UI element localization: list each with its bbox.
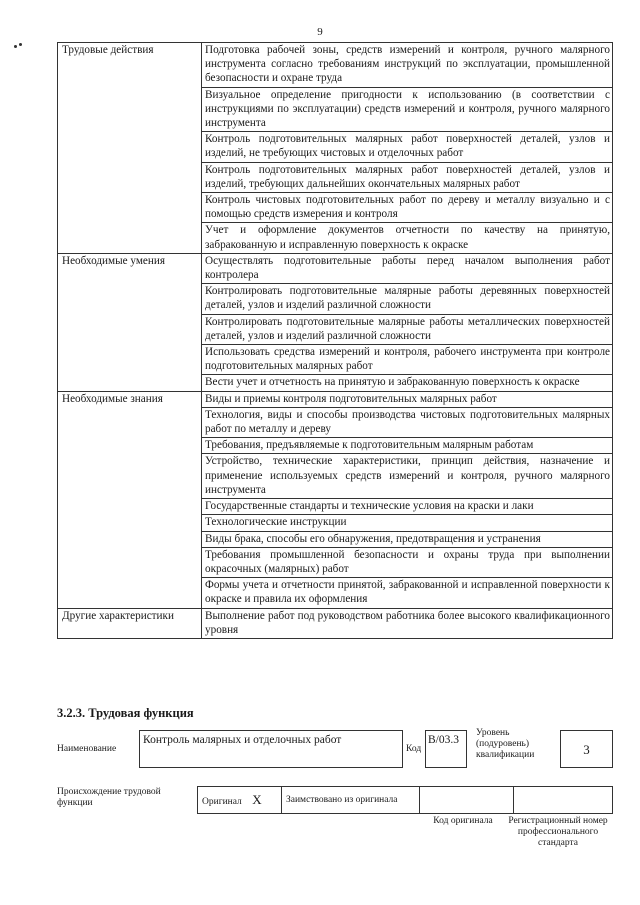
item-cell: Вести учет и отчетность на принятую и забракованную поверхность к окраске	[202, 375, 613, 391]
code-label: Код	[406, 744, 422, 754]
original-mark: X	[252, 792, 262, 807]
item-cell: Контроль чистовых подготовительных работ по дереву и металлу визуально и с помощью средств измерения и контроля	[202, 193, 613, 223]
item-cell: Требования, предъявляемые к подготовительным малярным работам	[202, 438, 613, 454]
item-cell: Виды и приемы контроля подготовительных малярных работ	[202, 391, 613, 407]
item-cell: Формы учета и отчетности принятой, забракованной и исправленной поверхности к окраске и правила их оформления	[202, 578, 613, 608]
category-cell: Другие характеристики	[58, 608, 202, 638]
function-name-field: Контроль малярных и отделочных работ	[139, 730, 403, 768]
item-cell: Контроль подготовительных малярных работ поверхностей деталей, узлов и изделий, требующих дальнейших окончательных малярных работ	[202, 162, 613, 192]
function-code-field: В/03.3	[425, 730, 467, 768]
original-code-cell	[420, 787, 514, 814]
origin-label: Происхождение трудовой функции	[57, 787, 161, 808]
item-cell: Требования промышленной безопасности и охраны труда при выполнении окрасочных (малярных) работ	[202, 547, 613, 577]
category-cell: Необходимые знания	[58, 391, 202, 608]
borrowed-cell: Заимствовано из оригинала	[282, 787, 420, 814]
qualification-level-label: Уровень (подуровень) квалификации	[476, 728, 535, 760]
section-title: 3.2.3. Трудовая функция	[57, 706, 194, 720]
category-cell: Трудовые действия	[58, 43, 202, 254]
table-row	[58, 391, 613, 407]
item-cell: Выполнение работ под руководством работника более высокого квалификационного уровня	[202, 608, 613, 638]
table-row	[58, 253, 613, 283]
page-number: 9	[317, 26, 323, 38]
item-cell: Подготовка рабочей зоны, средств измерений и контроля, ручного малярного инструмента согласно требованиям инструкций по эксплуатации, промышленной безопасности и охране труда	[202, 43, 613, 88]
item-cell: Устройство, технические характеристики, принцип действия, назначение и применение используемых средств измерений и контроля, ручного малярного инструмента	[202, 454, 613, 499]
item-cell: Технология, виды и способы производства чистовых подготовительных малярных работ по металлу и дереву	[202, 407, 613, 437]
origin-table	[197, 786, 613, 814]
item-cell: Контроль подготовительных малярных работ поверхностей деталей, узлов и изделий, не требующих чистовых и отделочных работ	[202, 132, 613, 162]
original-cell	[198, 787, 282, 814]
item-cell: Контролировать подготовительные малярные работы металлических поверхностей деталей, узлов и изделий различной сложности	[202, 314, 613, 344]
item-cell: Учет и оформление документов отчетности по качеству на принятую, забракованную и исправленную поверхность к окраске	[202, 223, 613, 253]
table-row	[58, 608, 613, 638]
original-code-caption: Код оригинала	[433, 816, 493, 826]
item-cell: Визуальное определение пригодности к использованию (в соответствии с инструкциями по эксплуатации) средств измерений и контроля, ручного малярного инструмента	[202, 87, 613, 132]
competency-table-body	[58, 43, 613, 639]
item-cell: Осуществлять подготовительные работы перед началом выполнения работ контролера	[202, 253, 613, 283]
item-cell: Виды брака, способы его обнаружения, предотвращения и устранения	[202, 531, 613, 547]
registration-number-cell	[514, 787, 613, 814]
competency-table	[57, 42, 613, 639]
table-row	[58, 43, 613, 88]
item-cell: Использовать средства измерений и контроля, рабочего инструмента при контроле подготовительных малярных работ	[202, 345, 613, 375]
qualification-level-field: 3	[560, 730, 613, 768]
original-label: Оригинал	[202, 797, 242, 807]
scan-artifact-dot	[19, 43, 22, 46]
item-cell: Контролировать подготовительные малярные работы деревянных поверхностей деталей, узлов и изделий различной сложности	[202, 284, 613, 314]
item-cell: Государственные стандарты и технические условия на краски и лаки	[202, 499, 613, 515]
name-label: Наименование	[57, 744, 117, 754]
category-cell: Необходимые умения	[58, 253, 202, 391]
registration-number-caption: Регистрационный номер профессионального стандарта	[508, 816, 608, 848]
scan-artifact-dot	[14, 45, 17, 48]
item-cell: Технологические инструкции	[202, 515, 613, 531]
